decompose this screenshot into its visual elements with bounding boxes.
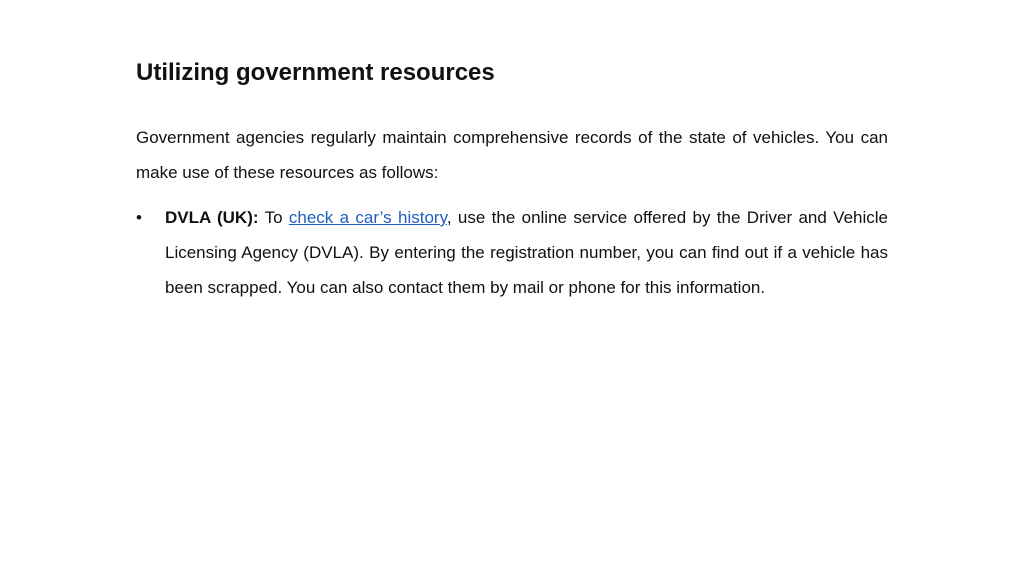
bullet-text-before-link: To: [258, 208, 289, 227]
resource-list: [136, 200, 888, 305]
intro-paragraph: Government agencies regularly maintain comprehensive records of the state of vehicles. You can make use of these resources as follows:: [136, 128, 888, 182]
bullet-marker: •: [136, 208, 142, 227]
bullet-term: DVLA (UK):: [165, 208, 259, 227]
list-item-dvla: [136, 200, 888, 305]
page-title: Utilizing government resources: [136, 59, 495, 86]
bullet-text-after-link: , use the online service offered by the Driver and Vehicle Licensing Agency (DVLA). By entering the registration number, you can find out if a vehicle has been scrapped. You can also contact them by mail or phone for this information.: [165, 208, 888, 297]
check-car-history-link[interactable]: check a car’s history: [288, 208, 447, 227]
